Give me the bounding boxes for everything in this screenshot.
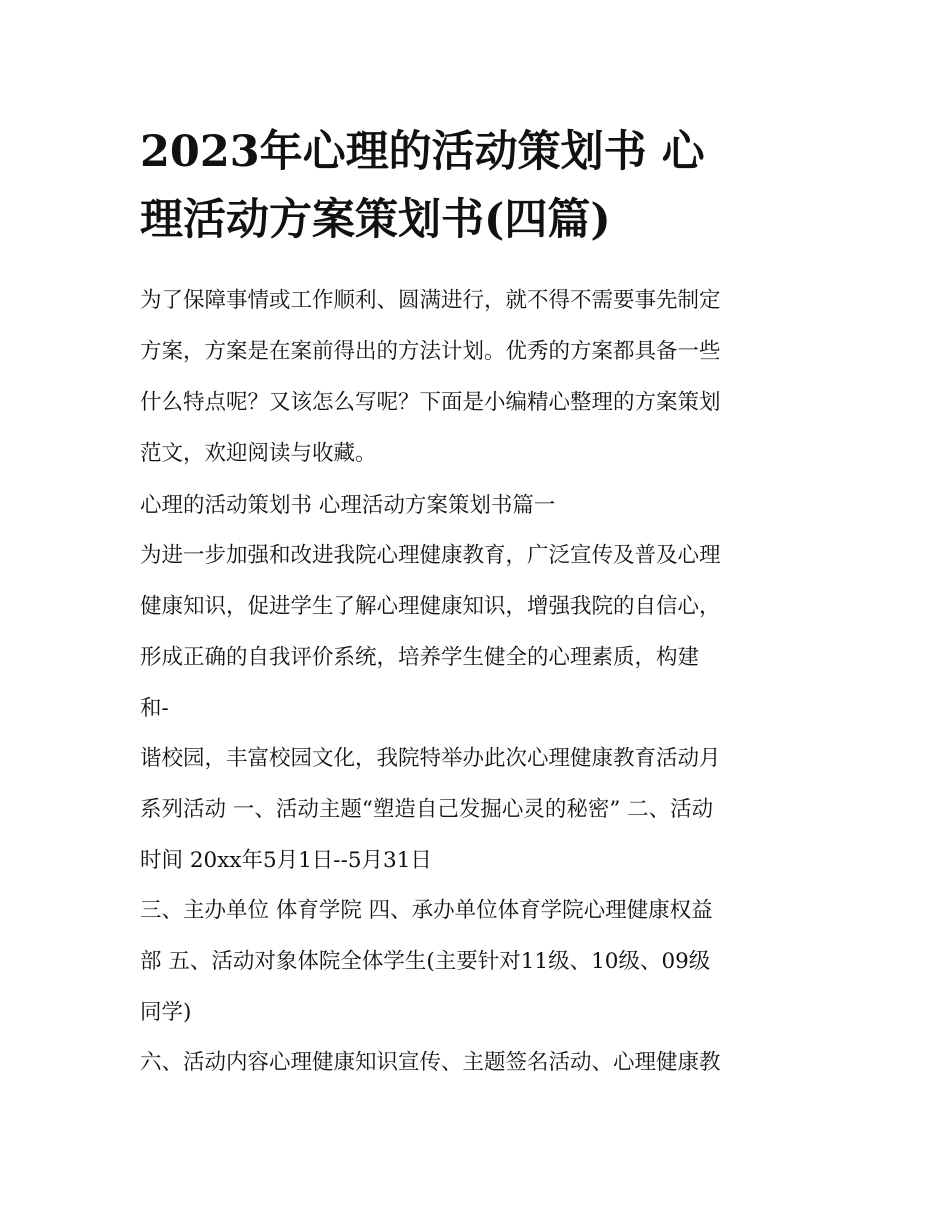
text-line: 谐校园，丰富校园文化，我院特举办此次心理健康教育活动月 (140, 746, 721, 771)
text-line: 为进一步加强和改进我院心理健康教育，广泛宣传及普及心理 (140, 543, 721, 568)
intro-paragraph (140, 275, 820, 479)
body-paragraph-1 (140, 530, 820, 734)
text-line: 健康知识，促进学生了解心理健康知识，增强我院的自信心， (140, 594, 721, 619)
body-paragraph-4 (140, 1037, 820, 1088)
text-line: 为了保障事情或工作顺利、圆满进行，就不得不需要事先制定 (140, 288, 721, 313)
text-line: 同学) (140, 1000, 192, 1025)
title-line: 2023年心理的活动策划书 心 (140, 127, 705, 177)
text-line: 和- (140, 696, 169, 721)
body-paragraph-2 (140, 733, 820, 886)
section-heading (140, 480, 820, 531)
text-line: 什么特点呢？又该怎么写呢？下面是小编精心整理的方案策划 (140, 390, 721, 415)
text-line: 时间 20xx年5月1日--5月31日 (140, 848, 432, 873)
body-paragraph-3 (140, 885, 820, 1038)
text-line: 方案，方案是在案前得出的方法计划。优秀的方案都具备一些 (140, 339, 721, 364)
text-line: 部 五、活动对象体院全体学生(主要针对11级、10级、09级 (140, 949, 711, 974)
text-line: 六、活动内容心理健康知识宣传、主题签名活动、心理健康教 (140, 1050, 721, 1075)
document-title (140, 118, 820, 254)
text-line: 心理的活动策划书 心理活动方案策划书篇一 (140, 493, 556, 518)
text-line: 三、主办单位 体育学院 四、承办单位体育学院心理健康权益 (140, 898, 713, 923)
text-line: 形成正确的自我评价系统，培养学生健全的心理素质，构建 (140, 645, 700, 670)
text-line: 范文，欢迎阅读与收藏。 (140, 441, 377, 466)
text-line: 系列活动 一、活动主题“塑造自己发掘心灵的秘密” 二、活动 (140, 797, 714, 822)
title-line: 理活动方案策划书(四篇) (140, 195, 611, 245)
